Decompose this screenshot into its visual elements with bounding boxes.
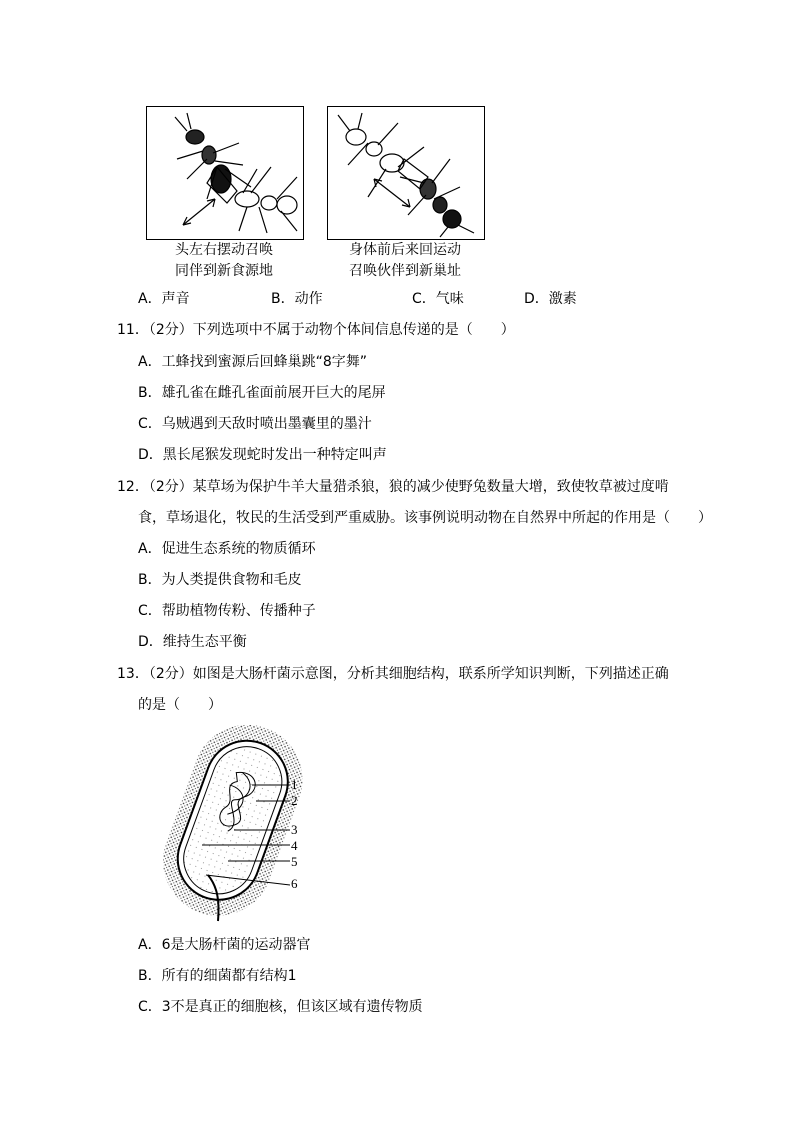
q10-option-d xyxy=(524,289,577,309)
right-caption-line: 身体前后来回运动 xyxy=(349,242,461,258)
option-letter: D． xyxy=(524,291,549,307)
q11-stem: 11．（2分）下列选项中不属于动物个体间信息传递的是（ ） xyxy=(117,322,515,338)
diagram-label-1: 1 xyxy=(291,777,298,792)
ant-drawing-icon xyxy=(328,107,484,239)
option-letter: B． xyxy=(271,291,295,307)
q12-option-b: B．为人类提供食物和毛皮 xyxy=(138,572,302,588)
option-letter: A． xyxy=(138,291,162,307)
ant-figure-left xyxy=(146,106,304,240)
ant-drawing-icon xyxy=(147,107,303,239)
q11-option-d: D．黑长尾猴发现蛇时发出一种特定叫声 xyxy=(138,447,387,463)
q13-option-a: A．6是大肠杆菌的运动器官 xyxy=(138,937,311,953)
option-text: 激素 xyxy=(548,291,577,307)
right-caption-line: 召唤伙伴到新巢址 xyxy=(349,263,461,279)
q12-option-a: A．促进生态系统的物质循环 xyxy=(138,541,316,557)
q11-option-b: B．雄孔雀在雌孔雀面前展开巨大的尾屏 xyxy=(138,385,386,401)
q13-stem-line-1: 13．（2分）如图是大肠杆菌示意图，分析其细胞结构，联系所学知识判断，下列描述正确 xyxy=(117,666,669,682)
q12-option-d: D．维持生态平衡 xyxy=(138,634,247,650)
q10-option-c xyxy=(412,289,464,309)
diagram-label-6: 6 xyxy=(291,876,298,891)
q10-option-a xyxy=(138,289,190,309)
ant-figure-right xyxy=(327,106,485,240)
q11-option-a: A．工蜂找到蜜源后回蜂巢跳“8字舞” xyxy=(138,354,367,370)
q13-option-b: B．所有的细菌都有结构1 xyxy=(138,968,297,984)
q12-option-c: C．帮助植物传粉、传播种子 xyxy=(138,603,316,619)
diagram-label-3: 3 xyxy=(291,822,298,837)
diagram-label-5: 5 xyxy=(291,854,298,869)
q13-stem-line-2: 的是（ ） xyxy=(138,697,222,713)
left-caption-line: 同伴到新食源地 xyxy=(175,263,273,279)
q10-option-b xyxy=(271,289,323,309)
q11-option-c: C．乌贼遇到天敌时喷出墨囊里的墨汁 xyxy=(138,416,372,432)
q13-option-c: C．3不是真正的细胞核，但该区域有遗传物质 xyxy=(138,999,423,1015)
option-text: 声音 xyxy=(161,291,190,307)
option-text: 气味 xyxy=(435,291,464,307)
q12-stem-line-2: 食，草场退化，牧民的生活受到严重威胁。该事例说明动物在自然界中所起的作用是（ ） xyxy=(138,510,712,526)
option-letter: C． xyxy=(412,291,436,307)
right-caption xyxy=(327,240,483,282)
left-caption-line: 头左右摆动召唤 xyxy=(175,242,273,258)
q12-stem-line-1: 12．（2分）某草场为保护牛羊大量猎杀狼，狼的减少使野兔数量大增，致使牧草被过度啃 xyxy=(117,479,669,495)
diagram-label-4: 4 xyxy=(291,838,298,853)
diagram-label-2: 2 xyxy=(291,793,298,808)
option-text: 动作 xyxy=(294,291,323,307)
left-caption xyxy=(146,240,302,282)
